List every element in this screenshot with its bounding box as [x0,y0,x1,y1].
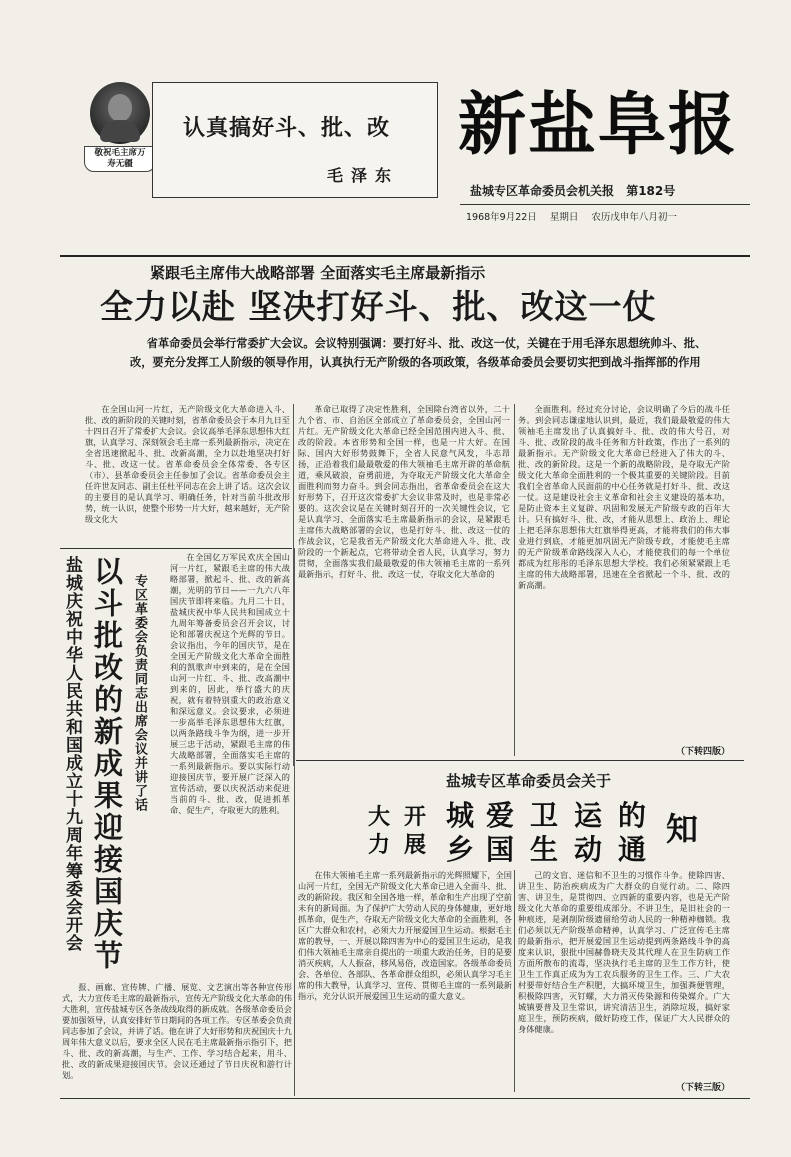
lead-deck: 省革命委员会举行常委扩大会议。会议特别强调：要打好斗、批、改这一仗，关键在于用毛泽东思想统帅斗、批、改，要充分发挥工人阶级的领导作用，认真执行无产阶级的各项政策，各级革命委员会要切实把到战斗指挥部的作用 [130,337,707,369]
publisher-line [470,182,750,200]
hygiene-title-char: 城 [446,799,475,832]
hygiene-title-char: 生 [530,833,559,866]
hygiene-kicker: 盐城专区革命委员会关于 [446,772,612,790]
lead-column-2: 革命已取得了决定性胜利，全国除台湾省以外，二十九个省、市、自治区全部成立了革命委员会，全国山河一片红。无产阶级文化大革命已经全国范围内进入斗、批、改的阶段。本省形势和全国一样，也是一片大好。在国际、国内大好形势鼓舞下，全省人民意气风发，斗志昂扬，正沿着我们最最敬爱的伟大领袖毛主席开辟的革命航道，乘风破浪，奋勇前进，为夺取无产阶级文化大革命全面胜利而努力奋斗。到会同志指出，省革命委员会在这大好形势下，召开这次常委扩大会议非常及时，也是非常必要的。这次会议是在关键时刻召开的一次关键性会议，它是认真学习、全面落实毛主席最新指示的会议，是紧跟毛主席伟大战略部署的会议，也是打好斗、批、改这一仗的作战会议，它是我省无产阶级文化大革命进入斗、批、改阶段的一个新起点，它将带动全省人民，认真学习，努力贯彻，全面落实我们最最敬爱的伟大领袖毛主席的一系列最新指示，打好斗、批、改这一仗，夺取文化大革命的 [298,404,510,579]
hygiene-title-char: 动 [574,833,603,866]
portrait-banner: 敬祝毛主席万寿无疆 [84,146,156,172]
festival-sub-head: 专区革委会负责同志出席会议并讲了话 [132,574,147,812]
quote-text: 认真搞好斗、批、改 [183,116,391,141]
portrait-image [90,82,150,144]
hygiene-title-char: 开 [404,805,427,830]
hygiene-title-char: 运 [574,799,603,832]
hygiene-title-char: 大 [368,805,391,830]
quote-attribution: 毛泽东 [326,166,399,185]
hygiene-title-char: 通 [618,833,647,866]
hygiene-title-char: 爱 [486,799,515,832]
hygiene-column-1: 在伟大领袖毛主席一系列最新指示的光辉照耀下，全国山河一片红，全国无产阶级文化大革命已进入全面斗、批、改的新阶段。我区和全国各地一样，革命和生产出现了空前未有的新局面。为了保护广大劳动人民的身体健康，更好地抓革命，促生产，夺取无产阶级文化大革命的全面胜利，各区广大群众和农村，必须大力开展爱国卫生运动。根据毛主席的教导，一、开展以除四害为中心的爱国卫生运动，是我们伟大领袖毛主席亲自提出的一项重大政治任务，目的是要消灭疾病，人人振奋，移风易俗，改造国家。各级革命委员会、各单位、各部队、各革命群众组织，必须认真学习毛主席的伟大教导，认真学习、宣传、贯彻毛主席的一系列最新指示，充分认识开展爱国卫生运动的重大意义。 [298,870,512,1001]
portrait-badge [84,82,156,178]
issue-number: 第182号 [626,184,676,198]
hygiene-title-char: 国 [486,833,515,866]
hygiene-title [368,794,728,864]
date-line [466,209,750,223]
festival-vertical-head: 盐城庆祝中华人民共和国成立十九周年筹委会开会 [62,556,82,952]
festival-column-a: 在全国亿万军民欢庆全国山河一片红，紧跟毛主席的伟大战略部署，掀起斗、批、改的新高潮，光明的节日——一九六八年国庆节即将来临。九月二十日，盐城庆祝中华人民共和国成立十九周年筹备委员会召开会议，讨论和部署庆祝这个光辉的节日。会议指出，今年的国庆节，是在全国无产阶级文化大革命全面胜利的凯歌声中到来的，是在全国山河一片红、斗、批、改高潮中到来的，因此，举行盛大的庆祝，就有着特别重大的政治意义和深远意义。会议要求，必须进一步高举毛泽东思想伟大红旗，以两条路线斗争为纲，进一步开展三忠于活动，紧跟毛主席的伟大战略部署，全面落实毛主席的一系列最新指示。要以实际行动迎接国庆节，要开展广泛深入的宣传活动，要以庆祝活动来促进当前的斗、批、改，促进抓革命、促生产，夺取更大的胜利。 [170,552,290,815]
hygiene-continued: （下转三版） [675,1083,730,1093]
hygiene-title-char: 力 [368,833,391,858]
publisher: 盐城专区革命委员会机关报 [470,184,615,198]
hygiene-title-char: 知 [666,810,699,848]
festival-big-head: 以斗批改的新成果迎接国庆节 [90,556,124,972]
weekday: 星期日 [549,212,579,223]
quote-box [152,82,438,198]
festival-column-b: 报、画廊、宣传牌、广播、展览、文艺演出等各种宣传形式，大力宣传毛主席的最新指示，宣传无产阶级文化大革命的伟大胜利，宣传盐城专区各条战线取得的新成就。各级革命委员会要加强领导，认真安排好节日期间的各项工作。专区革委会负责同志参加了会议，并讲了话。他在讲了大好形势和庆祝国庆十九周年伟大意义以后，要求全区人民在毛主席最新指示指引下，把斗、批、改的新高潮，与生产、工作、学习结合起来，用斗、批、改的新成果迎接国庆节。会议还通过了节日庆祝和游行计划。 [62,982,292,1080]
lead-continued: （下转四版） [675,747,730,757]
lead-column-3: 全面胜利。经过充分讨论，会议明确了今后的战斗任务。到会同志谦虚地认识到，最近，我们最最敬爱的伟大领袖毛主席发出了认真搞好斗、批、改的伟大号召，对斗、批、改阶段的战斗任务和方针政策，作出了一系列的最新指示。无产阶级文化大革命已经进入了伟大的斗、批、改的新阶段。这是一个新的战略阶段，是夺取无产阶级文化大革命全面胜利的一个极其重要的关键阶段。目前我们全省革命人民面前的中心任务就是打好斗、批、改这一仗。这是建设社会主义革命和社会主义建设的基本功，是防止资本主义复辟、巩固和发展无产阶级专政的百年大计。只有搞好斗、批、改，才能从思想上、政治上、理论上把毛泽东思想伟大红旗举得更高，才能将我们的伟大事业进行到底，才能更加巩固无产阶级专政，才能使毛主席的无产阶级革命路线深入人心，才能使我们的每一个单位都成为红彤彤的毛泽东思想大学校。我们必须紧紧跟上毛主席的伟大战略部署，迅速在全省掀起一个斗、批、改的新高潮。 [518,404,730,590]
hygiene-column-2: 己的文盲、迷信和不卫生的习惯作斗争。使除四害、讲卫生、防治疾病成为广大群众的自觉行动。二、除四害、讲卫生，是贯彻四、立四新的重要内容，也是无产阶级文化大革命的重要组成部分。不讲卫生，是旧社会的一种痕迹，是剥削阶级遗留给劳动人民的一种精神枷锁。我们必须以无产阶级革命精神，认真学习、广泛宣传毛主席的最新指示，把开展爱国卫生运动提到两条路线斗争的高度来认识，狠批中国赫鲁晓夫及其代理人在卫生防病工作方面所散布的流毒，坚决执行毛主席的卫生工作方针，使卫生工作真正成为为工农兵服务的卫生工作。三、广大农村要带好结合生产积肥，大搞环境卫生，加强粪便管理，积极除四害，灭钉螺，大力消灭传染源和传染媒介。广大城镇要普及卫生常识，讲究清洁卫生，消除垃圾，搞好家庭卫生，预防疾病，做好防疫工作，保证广大人民群众的身体健康。 [518,870,730,1034]
paper-title: 新盐阜报 [458,86,739,165]
hygiene-title-char: 卫 [530,799,559,832]
lunar-date: 农历戊申年八月初一 [591,212,677,223]
hygiene-title-char: 的 [618,799,647,832]
masthead [60,68,750,258]
hygiene-title-char: 展 [404,833,427,858]
hygiene-title-char: 乡 [446,833,475,866]
lead-kicker: 紧跟毛主席伟大战略部署 全面落实毛主席最新指示 [150,264,486,282]
lead-headline: 全力以赴 坚决打好斗、批、改这一仗 [100,287,657,326]
lead-column-1: 在全国山河一片红，无产阶级文化大革命进入斗、批、改的新阶段的关键时刻，省革命委员会于本月九日至十四日召开了常委扩大会议。会议高举毛泽东思想伟大红旗，认真学习、深刻领会毛主席一系列最新指示，决定在全省迅速掀起斗、批、改新高潮，全力以赴地坚决打好斗、批、改这一仗。省革命委员会全体常委、各专区（市）、县革命委员会主任参加了会议。省革命委员会主任许世友同志、副主任杜平同志在会上讲了话。这次会议的主要目的是认真学习、明确任务，针对当前斗批改形势，统一认识，使整个形势一片大好，越来越好，无产阶级文化大 [85,404,290,524]
issue-date: 1968年9月22日 [466,212,537,223]
